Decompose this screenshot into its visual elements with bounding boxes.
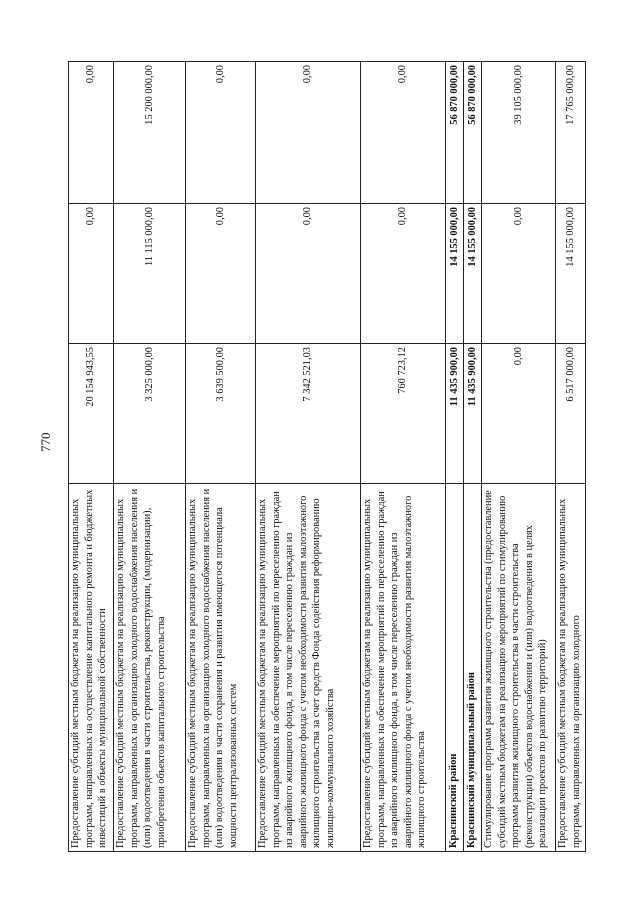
row-value-2: 0,00 [186,203,256,343]
page-number: 770 [38,432,53,452]
row-description: Краснинский район [446,483,464,851]
row-description: Предоставление субсидий местным бюджетам на реализацию муниципальных программ, направленных на организацию холодного [556,483,586,851]
row-value-3: 0,00 [186,61,256,203]
row-value-2: 14 155 000,00 [446,203,464,343]
table-row-total [464,61,482,851]
row-description: Стимулирование программ развития жилищного строительства (предоставление субсидий местным бюджетам на реализацию мероприятий по стимулированию программ развития жилищного строительства в части строительства (реконструкции) объектов водоснабжения и (или) водоотведения в целях реализации проектов по развитию территорий) [482,483,556,851]
row-description: Предоставление субсидий местным бюджетам на реализацию муниципальных программ, направленных на организацию холодного водоснабжения населения и (или) водоотведения в части сохранения и развития имеющегося потенциала мощности централизованных систем [186,483,256,851]
row-description: Предоставление субсидий местным бюджетам на реализацию муниципальных программ, направленных на осуществление капитального ремонта и бюджетных инвестиций в объекты муниципальной собственности [69,483,114,851]
row-value-2: 0,00 [69,203,114,343]
row-value-1: 20 154 943,55 [69,343,114,483]
row-value-2: 11 115 000,00 [114,203,186,343]
row-value-3: 56 870 000,00 [446,61,464,203]
row-value-3: 0,00 [256,61,361,203]
row-description: Краснинский муниципальный район [464,483,482,851]
row-description: Предоставление субсидий местным бюджетам на реализацию муниципальных программ, направленных на обеспечение мероприятий по переселению граждан из аварийного жилищного фонда, в том числе переселению граждан из аварийного жилищного фонда с учетом необходимости развития малоэтажного жилищного строительства [361,483,446,851]
row-value-2: 0,00 [256,203,361,343]
row-value-3: 17 765 000,00 [556,61,586,203]
row-description: Предоставление субсидий местным бюджетам на реализацию муниципальных программ, направленных на организацию холодного водоснабжения населения и (или) водоотведения в части строительства, реконструкции, (модернизации), приобретения объектов капитального строительства [114,483,186,851]
row-value-1: 3 325 000,00 [114,343,186,483]
row-value-3: 39 105 000,00 [482,61,556,203]
row-description: Предоставление субсидий местным бюджетам на реализацию муниципальных программ, направленных на обеспечение мероприятий по переселению граждан из аварийного жилищного фонда, в том числе переселению граждан из аварийного жилищного фонда с учетом необходимости развития малоэтажного жилищного строительства за счет средств Фонда содействия реформированию жилищно-коммунального хозяйства [256,483,361,851]
row-value-1: 760 723,12 [361,343,446,483]
row-value-1: 7 342 521,03 [256,343,361,483]
table-row-total [446,61,464,851]
row-value-2: 14 155 000,00 [556,203,586,343]
row-value-3: 56 870 000,00 [464,61,482,203]
table-row [256,61,361,851]
row-value-1: 0,00 [482,343,556,483]
table-row [69,61,114,851]
row-value-2: 0,00 [361,203,446,343]
table-row [556,61,586,851]
row-value-1: 11 435 900,00 [464,343,482,483]
table-row [482,61,556,851]
row-value-1: 6 517 000,00 [556,343,586,483]
row-value-3: 15 200 000,00 [114,61,186,203]
row-value-2: 0,00 [482,203,556,343]
row-value-3: 0,00 [361,61,446,203]
budget-table [68,61,586,852]
table-row [361,61,446,851]
row-value-1: 11 435 900,00 [446,343,464,483]
row-value-1: 3 639 500,00 [186,343,256,483]
table-row [186,61,256,851]
row-value-3: 0,00 [69,61,114,203]
row-value-2: 14 155 000,00 [464,203,482,343]
table-row [114,61,186,851]
